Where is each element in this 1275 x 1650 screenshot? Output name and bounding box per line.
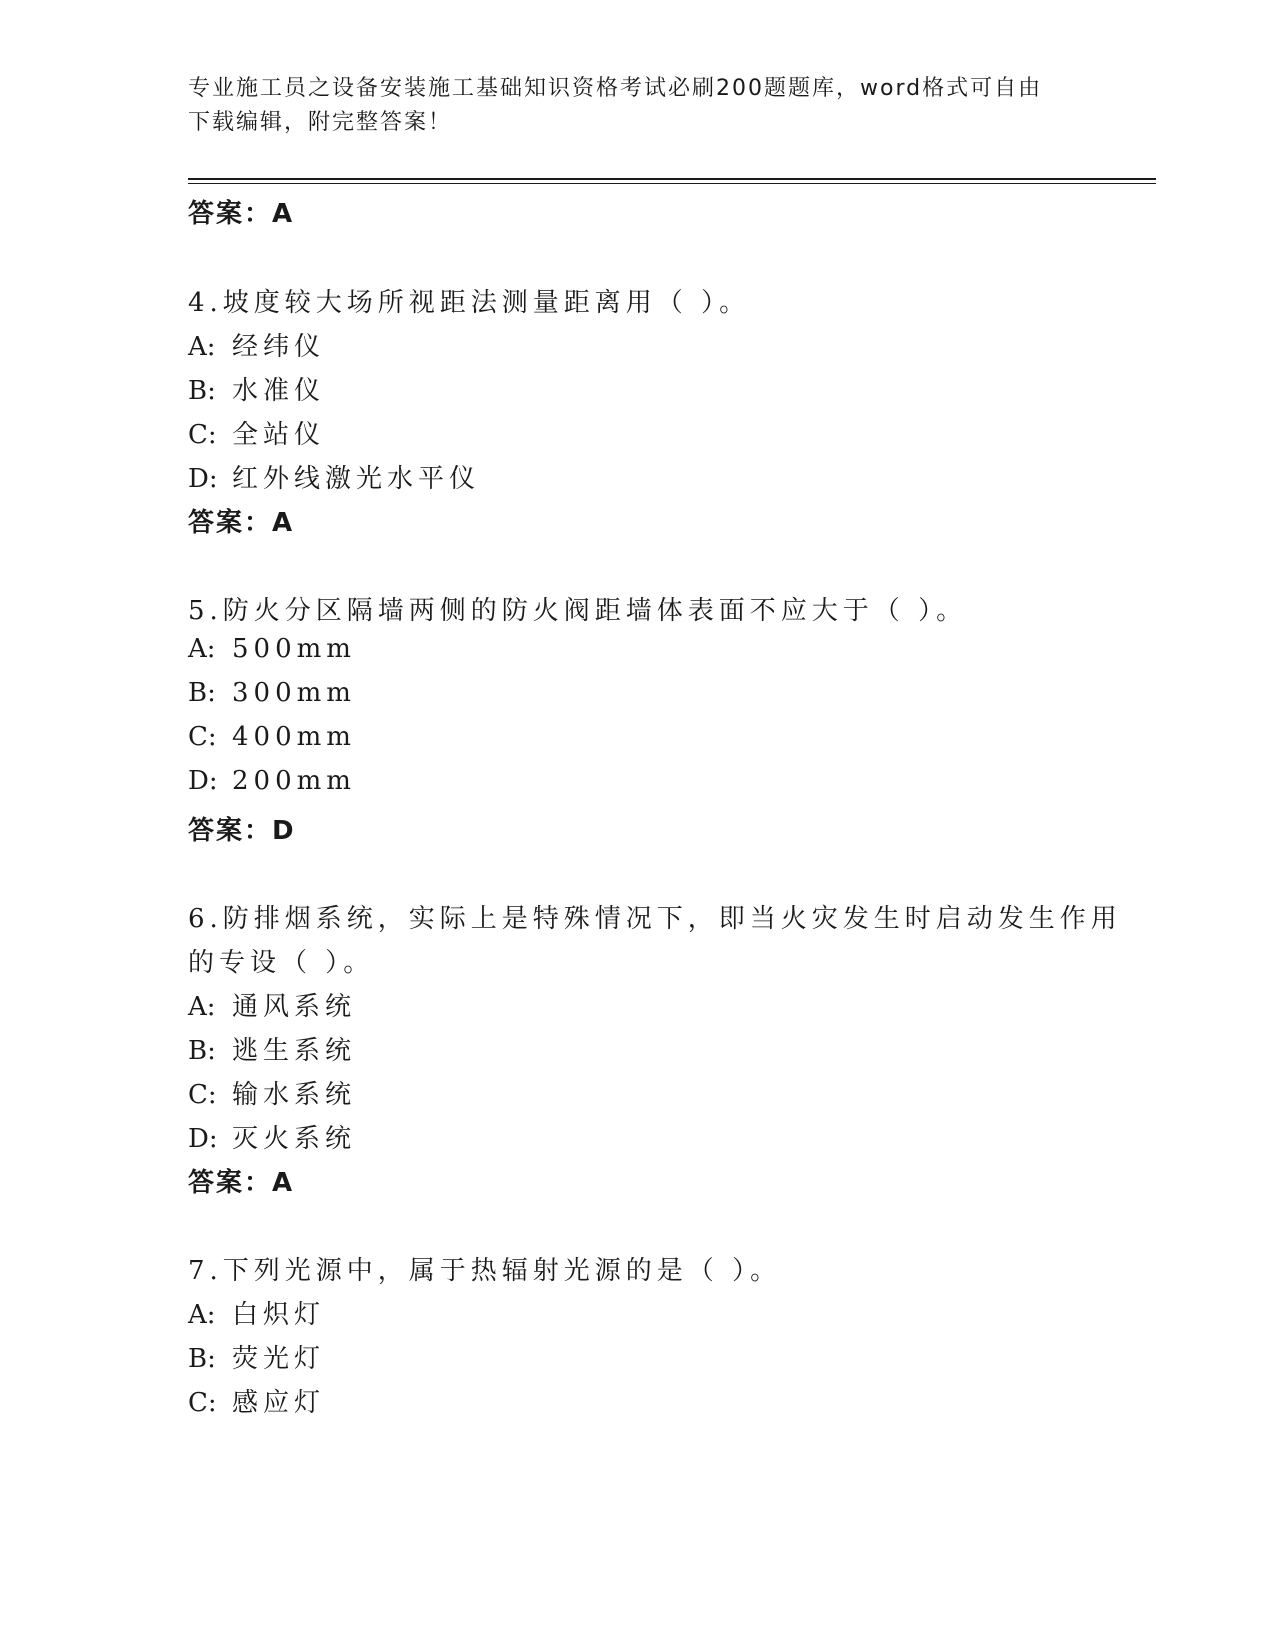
option-text: 荧光灯 (232, 1344, 326, 1374)
option-row (188, 1294, 325, 1331)
header-divider-thick (188, 178, 1156, 180)
header-divider-thin (188, 183, 1156, 184)
option-text: 灭火系统 (232, 1124, 357, 1154)
header-line-2: 下载编辑，附完整答案！ (188, 110, 453, 135)
option-row (188, 1382, 325, 1419)
option-letter: C: (188, 722, 217, 752)
option-row (188, 1118, 356, 1155)
option-letter: D: (188, 464, 218, 494)
option-letter: A: (188, 1300, 216, 1330)
option-row (188, 986, 356, 1023)
option-row (188, 722, 356, 752)
option-row (188, 1074, 356, 1111)
option-text: 白炽灯 (232, 1300, 326, 1330)
option-letter: D: (188, 1124, 218, 1154)
option-text: 红外线激光水平仪 (232, 464, 481, 494)
option-row (188, 766, 356, 796)
option-text: 逃生系统 (232, 1036, 357, 1066)
option-row (188, 1030, 356, 1067)
option-text: 感应灯 (232, 1388, 326, 1418)
question-stem-6-line-2: 的专设（ ）。 (188, 948, 375, 978)
option-letter: C: (188, 1388, 217, 1418)
question-stem-6-line-1: 6.防排烟系统，实际上是特殊情况下，即当火灾发生时启动发生作用 (188, 904, 1122, 934)
option-letter: A: (188, 634, 216, 664)
option-row (188, 1338, 325, 1375)
question-stem-5: 5.防火分区隔墙两侧的防火阀距墙体表面不应大于（ ）。 (188, 596, 968, 626)
option-letter: C: (188, 1080, 217, 1110)
option-letter: C: (188, 420, 217, 450)
option-text: 500mm (232, 634, 356, 664)
option-text: 全站仪 (232, 420, 326, 450)
option-row (188, 326, 325, 363)
option-row (188, 458, 480, 495)
option-text: 经纬仪 (232, 332, 326, 362)
option-text: 输水系统 (232, 1080, 357, 1110)
option-text: 300mm (232, 678, 356, 708)
option-letter: B: (188, 1344, 216, 1374)
option-text: 200mm (232, 766, 356, 796)
option-letter: A: (188, 992, 216, 1022)
option-letter: B: (188, 1036, 216, 1066)
option-text: 400mm (232, 722, 356, 752)
header-line-1: 专业施工员之设备安装施工基础知识资格考试必刷200题题库，word格式可自由 (188, 76, 1043, 101)
answer-line: 答案：A (188, 508, 295, 538)
question-stem-4: 4.坡度较大场所视距法测量距离用（ ）。 (188, 288, 751, 318)
answer-line: 答案：A (188, 1168, 295, 1198)
option-row (188, 678, 356, 708)
option-letter: A: (188, 332, 216, 362)
option-text: 水准仪 (232, 376, 326, 406)
option-letter: B: (188, 678, 216, 708)
answer-line: 答案：D (188, 816, 296, 846)
option-row (188, 414, 325, 451)
answer-line: 答案：A (188, 199, 295, 229)
option-row (188, 370, 325, 407)
option-text: 通风系统 (232, 992, 357, 1022)
question-stem-7: 7.下列光源中，属于热辐射光源的是（ ）。 (188, 1256, 782, 1286)
option-row (188, 634, 356, 664)
option-letter: B: (188, 376, 216, 406)
document-header (188, 72, 1088, 140)
option-letter: D: (188, 766, 218, 796)
